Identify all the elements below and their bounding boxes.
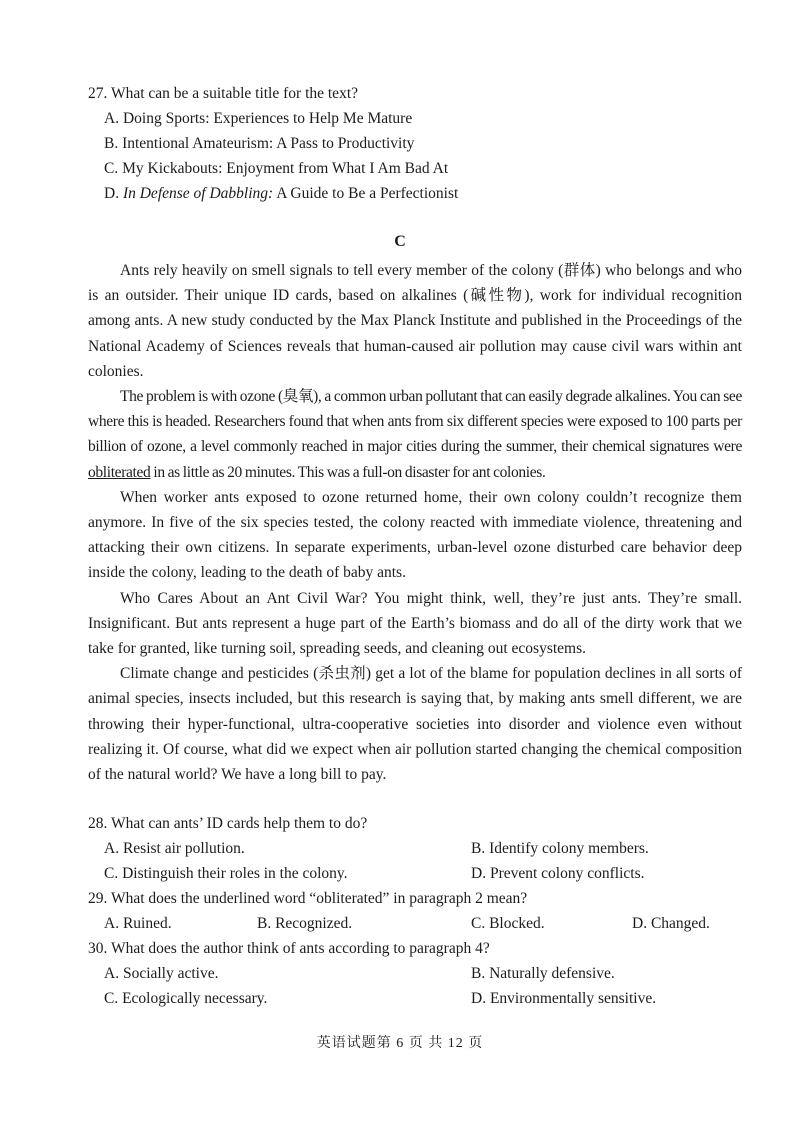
question-28-option-b: B. Identify colony members. <box>471 840 649 857</box>
question-27-stem: 27. What can be a suitable title for the text? <box>88 85 359 102</box>
section-heading: C <box>394 233 406 250</box>
paragraph-1: Ants rely heavily on smell signals to tell every member of the colony (群体) who belongs and who is an outsider. Their unique ID cards, based on alkalines (碱性物), work for individual recognition among ants. A new study conducted by the Max Planck Institute and published in the Proceedings of the National Academy of Sciences reveals that human-caused air pollution may cause civil wars within ant colonies. <box>88 262 742 380</box>
option-d-prefix: D. <box>104 185 123 202</box>
question-27-option-a: A. Doing Sports: Experiences to Help Me Mature <box>104 110 413 127</box>
option-d-italic-title: In Defense of Dabbling: <box>122 185 274 202</box>
paragraph-2 <box>88 384 742 485</box>
question-27-option-b: B. Intentional Amateurism: A Pass to Productivity <box>104 135 415 152</box>
question-30-stem: 30. What does the author think of ants according to paragraph 4? <box>88 940 490 957</box>
page-footer: 英语试题第 6 页 共 12 页 <box>316 1036 484 1051</box>
question-28-stem: 28. What can ants’ ID cards help them to do? <box>88 815 368 832</box>
paragraph-5: Climate change and pesticides (杀虫剂) get a lot of the blame for population declines in all sorts of animal species, insects included, but this research is saying that, by making ants smell different, we are throwing their hyper-functional, ultra-cooperative societies into disorder and violence even without realizing it. Of course, what did we expect when air pollution started changing the chemical composition of the natural world? We have a long bill to pay. <box>88 665 742 784</box>
option-d-rest: A Guide to Be a Perfectionist <box>273 185 459 202</box>
question-29-stem: 29. What does the underlined word “obliterated” in paragraph 2 mean? <box>88 890 528 907</box>
question-30-option-d: D. Environmentally sensitive. <box>471 990 657 1007</box>
paragraph-2-before: The problem is with ozone (臭氧), a common urban pollutant that can easily degrade alkalines. You can see where this is headed. Researchers found that when ants from six different species were exposed to 100 parts per billion of ozone, a level commonly reached in major cities during the summer, their chemical signatures were <box>88 388 742 456</box>
question-30-option-a: A. Socially active. <box>104 965 219 982</box>
question-29-option-d: D. Changed. <box>632 915 710 932</box>
question-28-option-a: A. Resist air pollution. <box>104 840 245 857</box>
reading-passage <box>88 258 742 787</box>
paragraph-4: Who Cares About an Ant Civil War? You might think, well, they’re just ants. They’re small. Insignificant. But ants represent a huge part of the Earth’s biomass and do all of the dirty work that we take for granted, like turning soil, spreading seeds, and cleaning out ecosystems. <box>88 589 742 658</box>
paragraph-3: When worker ants exposed to ozone returned home, their own colony couldn’t recognize them anymore. In five of the six species tested, the colony reacted with immediate violence, threatening and attacking their own citizens. In separate experiments, urban-level ozone disturbed care behavior deep inside the colony, leading to the death of baby ants. <box>88 488 742 582</box>
question-27-option-c: C. My Kickabouts: Enjoyment from What I Am Bad At <box>104 160 449 177</box>
question-28-option-d: D. Prevent colony conflicts. <box>471 865 645 882</box>
underlined-word: obliterated <box>88 463 151 481</box>
question-29-option-c: C. Blocked. <box>471 915 545 932</box>
question-30-option-c: C. Ecologically necessary. <box>104 990 268 1007</box>
question-29-option-a: A. Ruined. <box>104 915 172 932</box>
question-29-option-b: B. Recognized. <box>257 915 353 932</box>
paragraph-2-after: in as little as 20 minutes. This was a full-on disaster for ant colonies. <box>150 463 546 481</box>
question-28-option-c: C. Distinguish their roles in the colony. <box>104 865 348 882</box>
question-30-option-b: B. Naturally defensive. <box>471 965 615 982</box>
question-27-option-d <box>104 185 458 203</box>
